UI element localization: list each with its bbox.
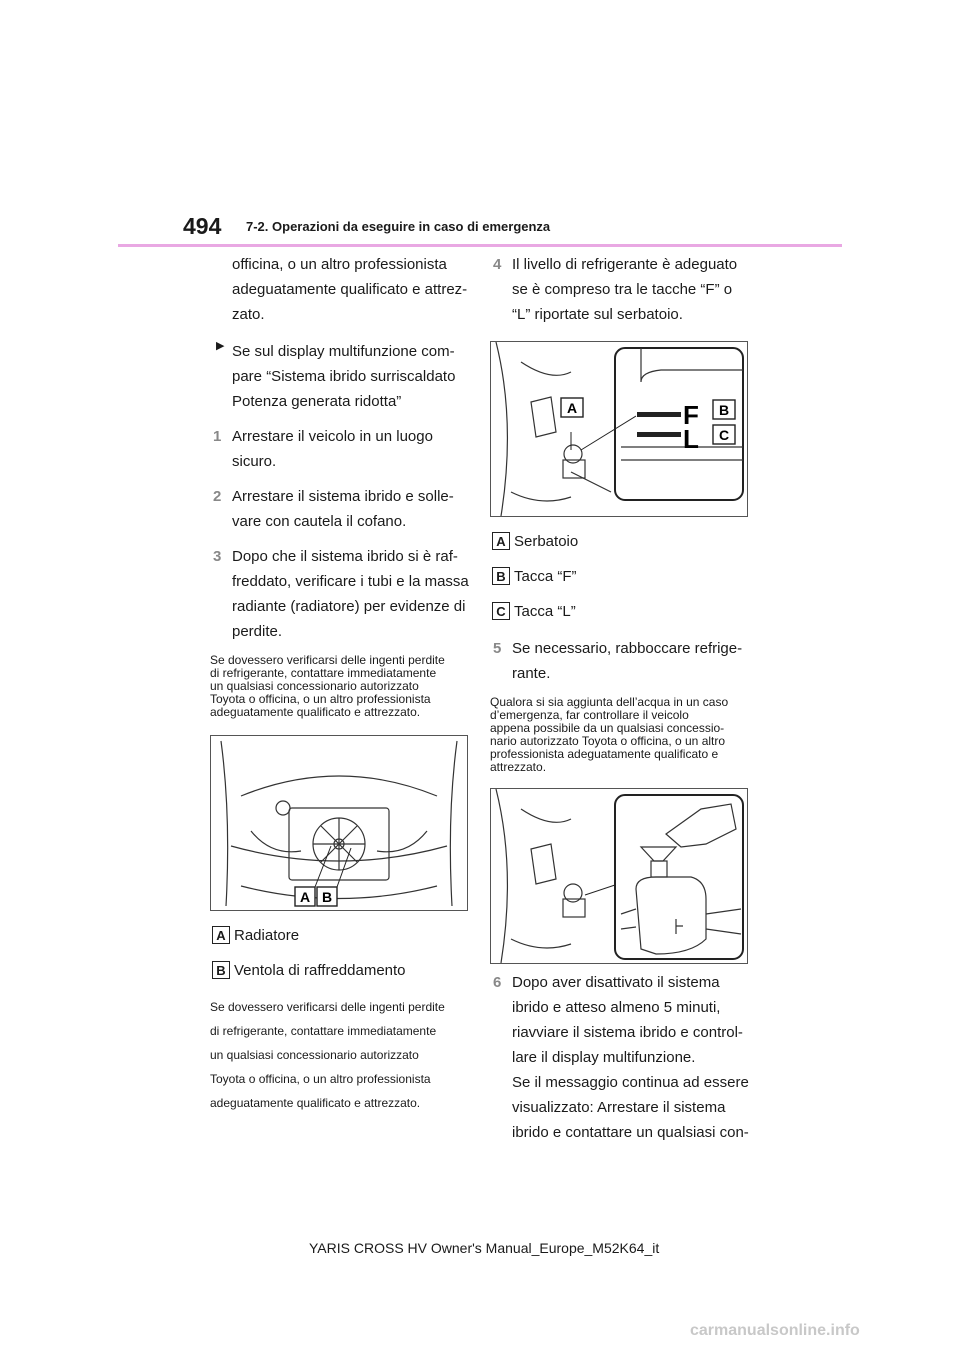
note-line: Qualora si sia aggiunta dell’acqua in un caso bbox=[490, 695, 729, 709]
legend-tag: A bbox=[212, 926, 230, 944]
callout-b: B bbox=[718, 402, 730, 418]
legend-tag: A bbox=[492, 532, 510, 550]
step-line: freddato, verificare i tubi e la massa bbox=[232, 573, 469, 590]
step-line: Se necessario, rabboccare refrige- bbox=[512, 640, 743, 657]
legend-tag: B bbox=[212, 961, 230, 979]
intro-line: zato. bbox=[232, 306, 265, 323]
section-title: 7-2. Operazioni da eseguire in caso di emergenza bbox=[246, 219, 551, 234]
step-line: sicuro. bbox=[232, 453, 277, 470]
step-number: 4 bbox=[493, 256, 502, 273]
note-line: di refrigerante, contattare immediatamente bbox=[210, 1024, 437, 1038]
step-6 bbox=[490, 970, 750, 1145]
note-line: di refrigerante, contattare immediatamente bbox=[210, 666, 437, 680]
legend-l-mark bbox=[490, 600, 750, 622]
step-line: riavviare il sistema ibrido e control- bbox=[512, 1024, 743, 1041]
water-note bbox=[490, 696, 750, 774]
step-5 bbox=[490, 636, 750, 686]
step-line: vare con cautela il cofano. bbox=[232, 513, 407, 530]
step-line: Se il messaggio continua ad essere bbox=[512, 1074, 749, 1091]
step-line: se è compreso tra le tacche “F” o bbox=[512, 281, 733, 298]
callout-b: B bbox=[321, 889, 333, 905]
step-2 bbox=[210, 484, 470, 534]
legend-radiator bbox=[210, 924, 470, 946]
step-line: Il livello di refrigerante è adeguato bbox=[512, 256, 738, 273]
step-line: Arrestare il sistema ibrido e solle- bbox=[232, 488, 454, 505]
bullet-triangle-icon: ▶ bbox=[216, 340, 225, 352]
callout-a: A bbox=[566, 400, 578, 416]
step-line: lare il display multifunzione. bbox=[512, 1049, 696, 1066]
engine-bay-drawing bbox=[211, 736, 467, 910]
intro-line: adeguatamente qualificato e attrez- bbox=[232, 281, 468, 298]
legend-f-mark bbox=[490, 565, 750, 587]
step-number: 5 bbox=[493, 640, 502, 657]
radiator-illustration bbox=[210, 735, 468, 911]
legend-tag: C bbox=[492, 602, 510, 620]
refill-drawing bbox=[491, 789, 747, 963]
note-line: un qualsiasi concessionario autorizzato bbox=[210, 1048, 419, 1062]
note-line: professionista adeguatamente qualificato e bbox=[490, 747, 719, 761]
note-line: adeguatamente qualificato e attrezzato. bbox=[210, 1096, 421, 1110]
step-1 bbox=[210, 424, 470, 474]
step-line: ibrido e contattare un qualsiasi con- bbox=[512, 1124, 749, 1141]
page-number: 494 bbox=[183, 213, 222, 239]
footer-manual-id: YARIS CROSS HV Owner's Manual_Europe_M52K64_it bbox=[309, 1240, 660, 1256]
refill-illustration bbox=[490, 788, 748, 964]
intro-line: officina, o un altro professionista bbox=[232, 256, 447, 273]
figure-callouts bbox=[295, 846, 351, 906]
step-line: Dopo aver disattivato il sistema bbox=[512, 974, 720, 991]
legend-fan bbox=[210, 959, 470, 981]
header-rule bbox=[118, 244, 842, 247]
leak-note-repeat bbox=[210, 995, 470, 1115]
step-number: 2 bbox=[213, 488, 222, 505]
callout-c: C bbox=[718, 427, 730, 443]
legend-reservoir bbox=[490, 530, 750, 552]
step-line: Arrestare il veicolo in un luogo bbox=[232, 428, 433, 445]
step-number: 3 bbox=[213, 548, 222, 565]
note-line: nario autorizzato Toyota o officina, o un altro bbox=[490, 734, 726, 748]
step-line: perdite. bbox=[232, 623, 283, 640]
note-line: Se dovessero verificarsi delle ingenti perdite bbox=[210, 1000, 445, 1014]
note-line: adeguatamente qualificato e attrezzato. bbox=[210, 705, 421, 719]
mark-f: F bbox=[683, 400, 699, 430]
step-3 bbox=[210, 544, 470, 644]
step-number: 6 bbox=[493, 974, 502, 991]
step-line: ibrido e atteso almeno 5 minuti, bbox=[512, 999, 721, 1016]
step-4 bbox=[490, 252, 750, 327]
bullet-line: pare “Sistema ibrido surriscaldato bbox=[232, 368, 456, 385]
bullet-line: Potenza generata ridotta” bbox=[232, 393, 402, 410]
step-line: “L” riportate sul serbatoio. bbox=[512, 306, 683, 323]
reservoir-drawing bbox=[491, 342, 747, 516]
legend-text: Ventola di raffreddamento bbox=[234, 961, 406, 979]
warning-bullet bbox=[210, 339, 470, 414]
note-line: Toyota o officina, o un altro professionista bbox=[210, 1072, 431, 1086]
leak-note bbox=[210, 654, 470, 719]
watermark: carmanualsonline.info bbox=[690, 1322, 860, 1339]
bullet-line: Se sul display multifunzione com- bbox=[232, 343, 455, 360]
note-line: Se dovessero verificarsi delle ingenti perdite bbox=[210, 653, 445, 667]
step-line: radiante (radiatore) per evidenze di bbox=[232, 598, 466, 615]
note-line: d’emergenza, far controllare il veicolo bbox=[490, 708, 689, 722]
note-line: Toyota o officina, o un altro professionista bbox=[210, 692, 431, 706]
step-line: rante. bbox=[512, 665, 551, 682]
legend-tag: B bbox=[492, 567, 510, 585]
legend-text: Serbatoio bbox=[514, 532, 579, 550]
mark-l: L bbox=[683, 424, 699, 454]
legend-text: Radiatore bbox=[234, 926, 300, 944]
right-column bbox=[490, 252, 750, 1145]
note-line: attrezzato. bbox=[490, 760, 547, 774]
step-line: Dopo che il sistema ibrido si è raf- bbox=[232, 548, 458, 565]
note-line: appena possibile da un qualsiasi concessio- bbox=[490, 721, 725, 735]
reservoir-level-illustration bbox=[490, 341, 748, 517]
step-number: 1 bbox=[213, 428, 222, 445]
step-line: visualizzato: Arrestare il sistema bbox=[512, 1099, 726, 1116]
legend-text: Tacca “L” bbox=[514, 602, 576, 620]
callout-a: A bbox=[299, 889, 311, 905]
legend-text: Tacca “F” bbox=[514, 567, 577, 585]
left-column bbox=[210, 252, 470, 1115]
note-line: un qualsiasi concessionario autorizzato bbox=[210, 679, 419, 693]
